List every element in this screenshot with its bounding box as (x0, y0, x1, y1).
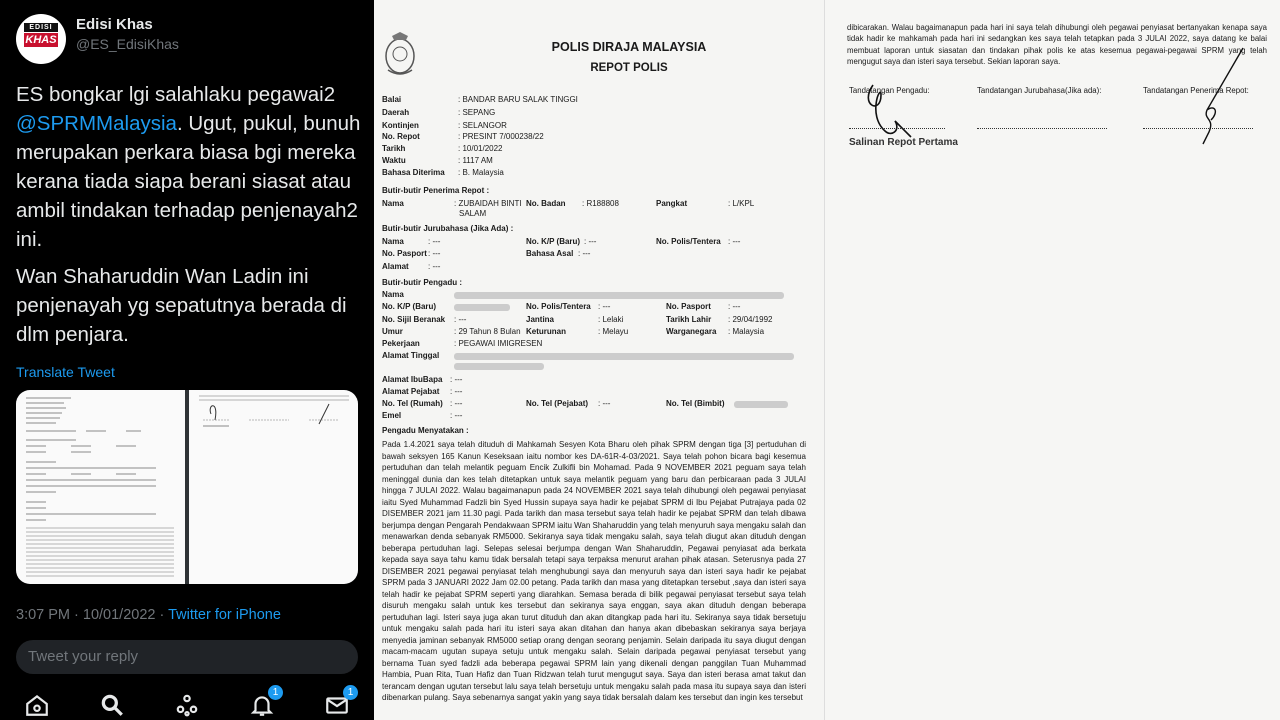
field-label: Tarikh Lahir (666, 315, 712, 324)
sig-label-pengadu: Tandatangan Pengadu: (849, 86, 930, 95)
field-label: No. Polis/Tentera (656, 237, 721, 246)
notifications-icon[interactable] (249, 687, 279, 718)
messages-badge: 1 (343, 685, 358, 700)
field-label: Umur (382, 327, 403, 336)
redacted-address (454, 353, 794, 360)
police-report-page-1[interactable] (374, 0, 825, 720)
bottom-nav (0, 688, 374, 720)
field-label: Pekerjaan (382, 339, 420, 348)
field-label: Tarikh (382, 144, 406, 153)
field-value: : ZUBAIDAH BINTI (454, 199, 522, 208)
field-label: Alamat Pejabat (382, 387, 440, 396)
field-label: No. Tel (Bimbit) (666, 399, 725, 408)
sig-label-penerima: Tandatangan Penerima Repot: (1143, 86, 1249, 95)
redacted-ic (454, 304, 510, 311)
narrative-text: Pada 1.4.2021 saya telah dituduh di Mahkamah Sesyen Kota Bharu oleh pihak SPRM dengan tiga [3] pertuduhan di bawah seksyen 165 Kanun Keseksaan iaitu nombor kes DA-61R-4-03/2021. Saya telah pohon bicara bagi kesemua pertuduhan dan telah melantik peguam Encik Zulkifli bin Mohamad. Pada 9 NOVEMBER 2021 peguam saya telah meninggal dunia dan kes telah ditetapkan untuk saya melantik peguam yang baru dan perbicaraan pada 3 JULAI hingga 7 JULAI 2022. Walau bagaimanapun pada 24 NOVEMBER 2021 saya telah dihubungi oleh pegawai penyiasat iaitu Syed Muhammad Fadzli bin Syed Hussin supaya saya hadir ke pejabat SPRM di Ibu Pejabat Putrajaya pada 02 DISEMBER 2021 jam 11.30 pagi. Pada tarikh dan masa tersebut saya telah hadir ke pejabat SPRM dan telah dibawa berjumpa dengan Pengarah Pendakwaan SPRM iaitu Wan Shaharuddin yang telah menyuruh saya mengaku salah dan menawarkan denda sebanyak RM5000. Sekiranya saya tidak mengaku salah, saya telah diugut akan dituduh dengan beberapa pertuduhan lagi. Selepas selesai berjumpa dengan Wan Shaharuddin, Pegawai penyiasat ada berkata kepada saya saya tahu kamu tidak bersalah tetapi saya terpaksa menurut arahan pihak atasan. Seterusnya pada 27 DISEMBER 2021 pegawai penyiasat telah menghubungi saya dan menyuruh saya dan isteri saya hadir ke pejabat SPRM pada 3 JANUARI 2022 Jam 02.00 petang. Pada tarikh dan masa yang ditetapkan tersebut ,saya dan isteri saya telah hadir ke pejabat SPRM seperti yang diarahkan. Semasa berada di bilik pegawai penyiasat tersebut saya telah disuruh mengaku salah untuk kes tersebut dan sekiranya saya enggan, saya akan dituduh dengan beberapa pertuduhan lagi. Isteri saya juga akan turut dituduh dan akan ditangkap pada hari itu. Sekiranya saya tidak bersetuju untuk mengaku salah pada hari itu isteri saya akan ditahan dan hanya akan dibebaskan sekiranya saya berjaya menyedia jaminan sebanyak RM5000 setiap orang dengan seorang penjamin. Selain daripada itu saya diugut dengan macam-macam ugutan supaya setuju untuk mengaku salah. Selain daripada pegawai penyiasat tersebut yang bernama Tuan syed fadzli ada beberapa pegawai SPRM lain yang dikenali dengan panggilan Tuan Muhammad Hambia, Puan Rita, Tuan Hafiz dan Tuan Ridzwan telah turut mengugut saya. Saya dan isteri berasa amat takut dan terancam dengan ugutan tersebut lalu saya telah bersetuju untuk mengaku salah pada masa itu supaya saya dan isteri dibenarkan pulang. Saya sebenarnya sangat yakin yang saya tidak bersalah dalam kes tersebut dan ingin kes tersebut (382, 440, 806, 702)
field-label: Nama (382, 199, 404, 208)
field-label: No. Polis/Tentera (526, 302, 591, 311)
field-label: No. Sijil Beranak (382, 315, 446, 324)
field-label: No. Badan (526, 199, 566, 208)
tweet-paragraph-1 (16, 80, 361, 254)
field-value: : --- (450, 411, 463, 420)
field-label: No. K/P (Baru) (382, 302, 437, 311)
field-value: : SEPANG (458, 108, 496, 117)
field-value: : --- (584, 237, 597, 246)
field-label: Keturunan (526, 327, 566, 336)
report-org: POLIS DIRAJA MALAYSIA (551, 40, 707, 54)
tweet-media[interactable] (16, 390, 358, 584)
sig-line (977, 128, 1107, 129)
tweet-paragraph-2: Wan Shaharuddin Wan Ladin ini penjenayah yg sepatutnya berada di dlm penjara. (16, 265, 347, 346)
page2-text: dibicarakan. Walau bagaimanapun pada hari ini saya telah dihubungi oleh pegawai penyiasat bertanyakan kenapa saya tidak hadir ke mahkamah pada hari ini sedangkan kes saya telah tetapkan pada 3 JULAI 2022, saya datang ke balai membuat laporan untuk siasatan dan tindakan pihak polis ke atas kesemua pegawai-pegawai SPRM yang telah mengugut saya dan isteri saya tersebut. Sekian laporan saya. (847, 23, 1267, 66)
field-label: Bahasa Asal (526, 249, 574, 258)
field-label: Nama (382, 237, 404, 246)
translate-tweet-link[interactable]: Translate Tweet (16, 364, 115, 380)
field-label: Daerah (382, 108, 410, 117)
media-thumbnail-2[interactable] (189, 390, 358, 584)
section-heading: Butir-butir Pengadu : (382, 278, 462, 287)
salinan-label: Salinan Repot Pertama (849, 137, 958, 148)
field-label: Balai (382, 95, 402, 104)
field-value: : BANDAR BARU SALAK TINGGI (458, 95, 578, 104)
tweet-panel (0, 0, 374, 720)
media-thumbnail-1[interactable] (16, 390, 185, 584)
field-label: Nama (382, 290, 404, 299)
field-label: Alamat Tinggal (382, 351, 440, 360)
field-label: Emel (382, 411, 402, 420)
field-value: : 29 Tahun 8 Bulan (454, 327, 521, 336)
tweet-text (16, 80, 361, 357)
field-label: Kontinjen (382, 121, 419, 130)
sig-label-jurubahasa: Tandatangan Jurubahasa(Jika ada): (977, 86, 1102, 95)
field-label: Bahasa Diterima (382, 168, 445, 177)
field-label: Alamat (382, 262, 409, 271)
field-label: Alamat IbuBapa (382, 375, 443, 384)
field-label: Pangkat (656, 199, 688, 208)
field-value: : Melayu (598, 327, 629, 336)
field-value: : --- (728, 237, 741, 246)
notifications-badge: 1 (268, 685, 283, 700)
field-label: No. Pasport (382, 249, 427, 258)
field-label: Waktu (382, 156, 406, 165)
field-label: No. Tel (Pejabat) (526, 399, 589, 408)
field-value: : --- (578, 249, 591, 258)
avatar[interactable] (16, 14, 66, 64)
section-heading: Butir-butir Jurubahasa (Jika Ada) : (382, 224, 514, 233)
tweet-text-part: ES bongkar lgi salahlaku pegawai2 (16, 83, 336, 106)
tweet-timestamp[interactable]: 3:07 PM · 10/01/2022 · (16, 607, 169, 623)
field-value: : --- (428, 262, 441, 271)
field-value: : --- (454, 315, 467, 324)
tweet-source[interactable]: Twitter for iPhone (168, 607, 281, 623)
signature-pengadu (855, 75, 935, 145)
field-label: Jantina (526, 315, 555, 324)
police-report-page-2[interactable] (825, 0, 1280, 720)
field-value: : R188808 (582, 199, 619, 208)
field-label: No. K/P (Baru) (526, 237, 581, 246)
field-value: : 1117 AM (458, 156, 493, 165)
field-value: : --- (598, 399, 611, 408)
display-name[interactable]: Edisi Khas (76, 16, 153, 33)
field-value: : PEGAWAI IMIGRESEN (454, 339, 543, 348)
field-value: : 29/04/1992 (728, 315, 773, 324)
redacted-address (454, 363, 544, 370)
field-label: No. Repot (382, 132, 420, 141)
avatar-bottom-text: KHAS (25, 34, 57, 46)
field-value: SALAM (459, 209, 487, 218)
tweet-text-part: . Ugut, pukul, bunuh merupakan perkara biasa bgi mereka kerana tiada siapa berani siasat atau ambil tindakan terhadap penjenayah2 ini. (16, 112, 361, 251)
field-label: Warganegara (666, 327, 717, 336)
redacted-name (454, 292, 784, 299)
messages-icon[interactable] (324, 687, 354, 718)
mention-link[interactable]: @SPRMMalaysia (16, 112, 177, 135)
field-value: : --- (428, 249, 441, 258)
narrative-heading: Pengadu Menyatakan : (382, 426, 469, 435)
section-heading: Butir-butir Penerima Repot : (382, 186, 490, 195)
field-value: : SELANGOR (458, 121, 507, 130)
field-label: No. Pasport (666, 302, 711, 311)
field-value: : --- (428, 237, 441, 246)
tweet-meta (16, 607, 281, 623)
field-value: : --- (450, 375, 463, 384)
search-icon[interactable] (99, 692, 125, 718)
home-icon[interactable] (24, 692, 50, 718)
reply-input[interactable]: Tweet your reply (16, 640, 358, 674)
field-value: : L/KPL (728, 199, 755, 208)
field-value: : B. Malaysia (458, 168, 504, 177)
thumbnail-signature-page (189, 390, 358, 584)
field-value: : --- (728, 302, 741, 311)
spaces-icon[interactable] (174, 692, 200, 718)
user-handle[interactable]: @ES_EdisiKhas (76, 36, 179, 52)
avatar-top-text: EDISI (24, 23, 58, 32)
field-label: No. Tel (Rumah) (382, 399, 443, 408)
report-title: REPOT POLIS (590, 62, 668, 74)
field-value: : PRESINT 7/000238/22 (458, 132, 544, 141)
field-value: : --- (450, 399, 463, 408)
field-value: : 10/01/2022 (458, 144, 503, 153)
redacted-phone (734, 401, 788, 408)
field-value: : Lelaki (598, 315, 624, 324)
thumbnail-document-lines (16, 390, 185, 584)
field-value: : --- (450, 387, 463, 396)
field-value: : Malaysia (728, 327, 765, 336)
field-value: : --- (598, 302, 611, 311)
signature-penerima (1185, 40, 1255, 150)
